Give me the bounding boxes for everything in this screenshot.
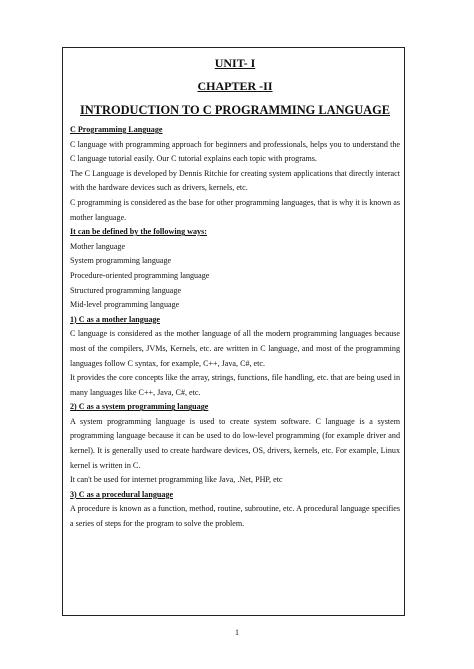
section-heading-c-programming: C Programming Language: [70, 125, 163, 134]
unit-heading: UNIT- I: [214, 56, 256, 70]
page-number: 1: [235, 628, 239, 637]
list-item: Mother language: [70, 241, 126, 251]
paragraph: It provides the core concepts like the array, strings, functions, file handling, etc. that are being used in many languages like C++, Java, C#, etc.: [70, 373, 400, 397]
list-item: Structured programming language: [70, 285, 182, 295]
section-heading-mother-language: 1) C as a mother language: [70, 314, 161, 324]
chapter-heading: CHAPTER -II: [197, 79, 273, 93]
list-item: Procedure-oriented programming language: [70, 270, 210, 280]
section-heading-system-programming: 2) C as a system programming language: [70, 402, 209, 412]
section-heading-defined-ways: It can be defined by the following ways:: [70, 227, 207, 237]
chapter-title: INTRODUCTION TO C PROGRAMMING LANGUAGE: [79, 103, 390, 117]
paragraph: A procedure is known as a function, method, routine, subroutine, etc. A procedural language specifies a series of steps for the program to solve the problem.: [70, 504, 400, 529]
paragraph: C language with programming approach for beginners and professionals, helps you to understand the C language tutorial easily. Our C tutorial explains each topic with programs.: [70, 139, 400, 164]
paragraph: A system programming language is used to create system software. C language is a system programming language because it can be used to do low-level programming (for example driver and kernel). It is generally used to create hardware devices, OS, drivers, kernels, etc. For example, Linux kernel is written in C.: [70, 416, 400, 470]
paragraph: It can't be used for internet programming like Java, .Net, PHP, etc: [70, 475, 283, 485]
paragraph: The C Language is developed by Dennis Ritchie for creating system applications that directly interact with the hardware devices such as drivers, kernels, etc.: [70, 168, 400, 193]
paragraph: C language is considered as the mother language of all the modern programming languages because most of the compilers, JVMs, Kernels, etc. are written in C language, and most of the programming languages follow C syntax, for example, C++, Java, C#, etc.: [70, 329, 400, 368]
list-item: System programming language: [70, 256, 172, 266]
paragraph: C programming is considered as the base for other programming languages, that is why it is known as mother language.: [70, 197, 400, 222]
section-heading-procedural: 3) C as a procedural language: [70, 489, 174, 499]
list-item: Mid-level programming language: [70, 300, 180, 310]
document-body: [70, 54, 400, 532]
